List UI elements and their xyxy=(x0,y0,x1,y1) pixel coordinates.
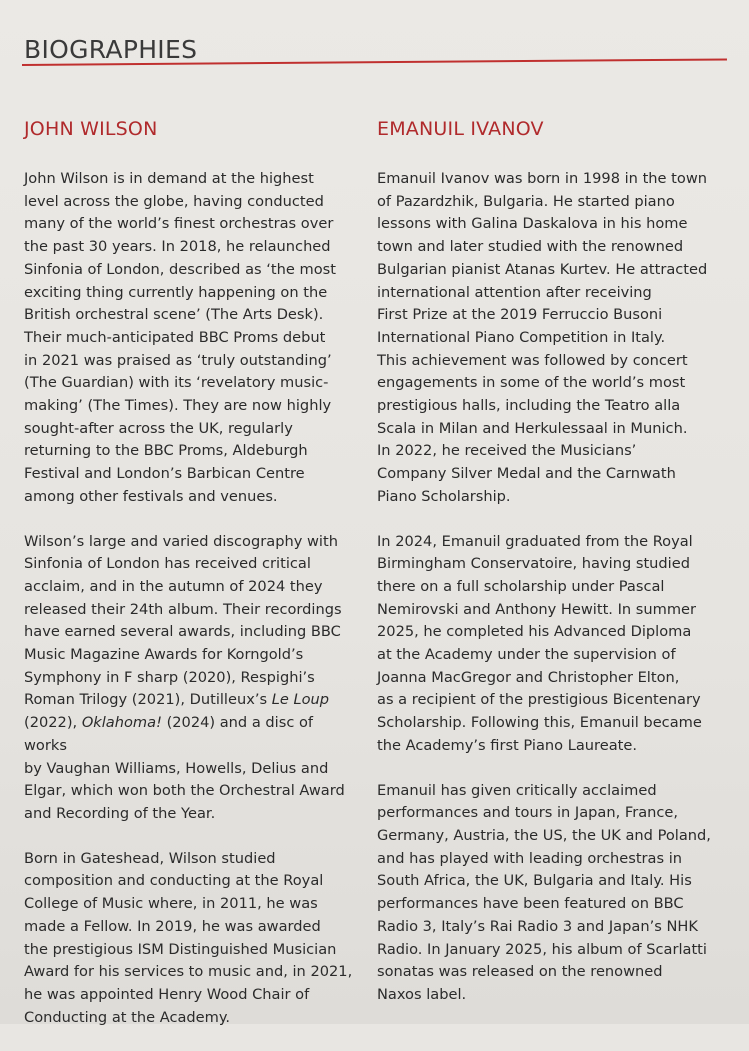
biography-paragraph: In 2024, Emanuil graduated from the Royal Birmingham Conservatoire, having studied there on a full scholarship under Pascal Nemirovski and Anthony Hewitt. In summer 2025, he completed his Advanced Diploma at the Academy under the supervision of Joanna MacGregor and Christopher Elton, as a recipient of the prestigious Bicentenary Scholarship. Following this, Emanuil became the Academy’s first Piano Laureate. xyxy=(377,532,702,754)
page-title: BIOGRAPHIES xyxy=(24,34,198,64)
biography-column-john-wilson xyxy=(24,116,359,1051)
biography-paragraph: John Wilson is in demand at the highest level across the globe, having conducted many of the world’s finest orchestras over the past 30 years. In 2018, he relaunched Sinfonia of London, described as ‘the most exciting thing currently happening on the British orchestral scene’ (The Arts Desk). Their much-anticipated BBC Proms debut in 2021 was praised as ‘truly outstanding’ (The Guardian) with its ‘revelatory music- making’ (The Times). They are now highly sought-after across the UK, regularly returning to the BBC Proms, Aldeburgh Festival and London’s Barbican Centre among other festivals and venues. xyxy=(24,170,336,505)
biography-paragraph: Born in Gateshead, Wilson studied composition and conducting at the Royal College of Music where, in 2011, he was made a Fellow. In 2019, he was awarded the prestigious ISM Distinguished Musician Award for his services to music and, in 2021, he was appointed Henry Wood Chair of Conducting at the Academy. xyxy=(24,849,353,1026)
biography-paragraph: Emanuil Ivanov was born in 1998 in the town of Pazardzhik, Bulgaria. He started piano lessons with Galina Daskalova in his home town and later studied with the renowned Bulgarian pianist Atanas Kurtev. He attracted international attention after receiving First Prize at the 2019 Ferruccio Busoni International Piano Competition in Italy. This achievement was followed by concert engagements in some of the world’s most prestigious halls, including the Teatro alla Scala in Milan and Herkulessaal in Munich. In 2022, he received the Musicians’ Company Silver Medal and the Carnwath Piano Scholarship. xyxy=(377,170,708,505)
biography-name: EMANUIL IVANOV xyxy=(377,118,544,140)
biography-paragraph: Emanuil has given critically acclaimed performances and tours in Japan, France, Germany, Austria, the US, the UK and Poland, and has played with leading orchestras in South Africa, the UK, Bulgaria and Italy. His performances have been featured on BBC Radio 3, Italy’s Rai Radio 3 and Japan’s NHK Radio. In January 2025, his album of Scarlatti sonatas was released on the renowned Naxos label. xyxy=(377,781,711,1003)
biography-column-emanuil-ivanov xyxy=(377,116,732,1029)
biography-name: JOHN WILSON xyxy=(24,118,158,140)
biography-paragraph: Wilson’s large and varied discography with Sinfonia of London has received critical acclaim, and in the autumn of 2024 they released their 24th album. Their recordings have earned several awards, including BBC Music Magazine Awards for Korngold’s Symphony in F sharp (2020), Respighi’s Roman Trilogy (2021), Dutilleux’s Le Loup (2022), Oklahoma! (2024) and a disc of works by Vaughan Williams, Howells, Delius and Elgar, which won both the Orchestral Award and Recording of the Year. xyxy=(24,532,345,822)
